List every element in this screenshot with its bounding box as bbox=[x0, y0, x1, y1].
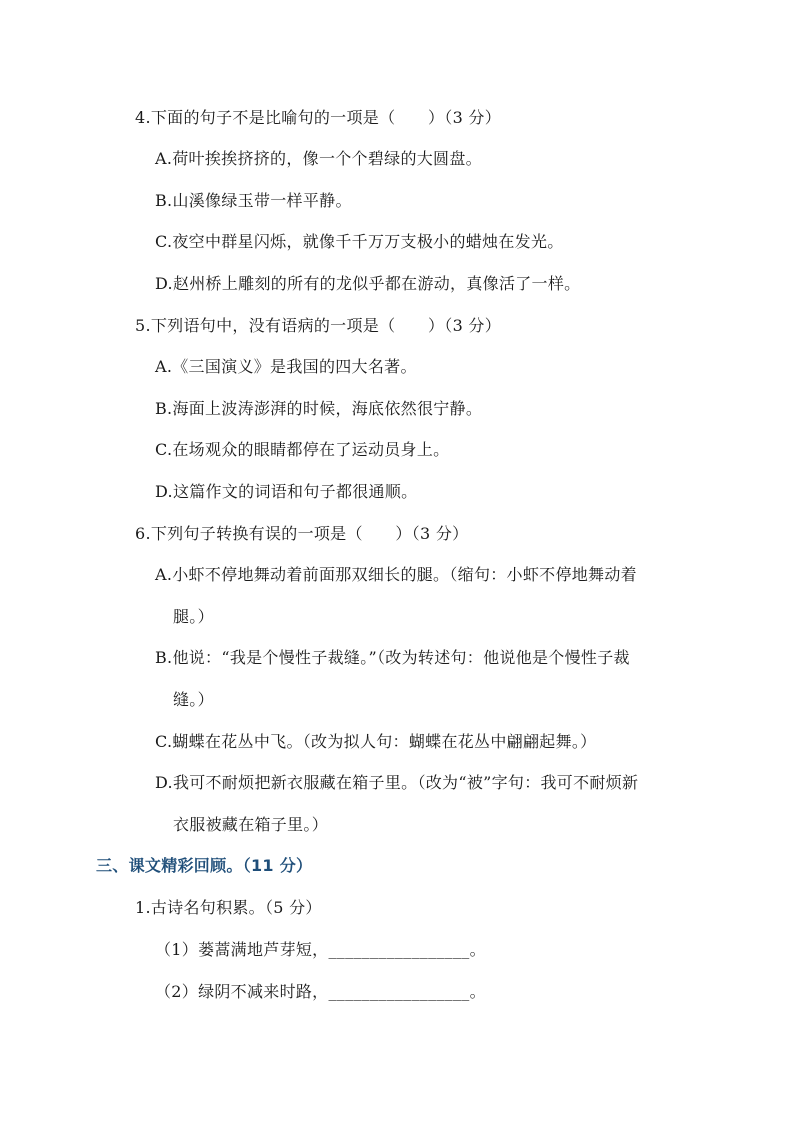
question-6-option-b-continued: 缝。） bbox=[173, 690, 214, 709]
question-4-option-c: C.夜空中群星闪烁，就像千千万万支极小的蜡烛在发光。 bbox=[155, 232, 564, 251]
question-6-option-c: C.蝴蝶在花丛中飞。（改为拟人句：蝴蝶在花丛中翩翩起舞。） bbox=[155, 732, 597, 751]
question-5-option-c: C.在场观众的眼睛都停在了运动员身上。 bbox=[155, 440, 450, 459]
question-6-option-a: A.小虾不停地舞动着前面那双细长的腿。（缩句：小虾不停地舞动着 bbox=[155, 565, 637, 584]
question-5-option-d: D.这篇作文的词语和句子都很通顺。 bbox=[155, 482, 418, 501]
question-6-option-b: B.他说：“我是个慢性子裁缝。”（改为转述句：他说他是个慢性子裁 bbox=[155, 648, 630, 667]
question-4-option-b: B.山溪像绿玉带一样平静。 bbox=[155, 191, 352, 210]
question-4-stem: 4.下面的句子不是比喻句的一项是（ ）（3 分） bbox=[135, 108, 502, 127]
section-3-item-1: 1.古诗名句积累。（5 分） bbox=[135, 898, 322, 917]
fill-blank-1: （1）蒌蒿满地芦芽短，_________________。 bbox=[155, 940, 486, 959]
question-6-option-d: D.我可不耐烦把新衣服藏在箱子里。（改为“被”字句：我可不耐烦新 bbox=[155, 773, 639, 792]
question-6-stem: 6.下列句子转换有误的一项是（ ）（3 分） bbox=[135, 524, 469, 543]
question-5-option-b: B.海面上波涛澎湃的时候，海底依然很宁静。 bbox=[155, 399, 483, 418]
question-5-option-a: A.《三国演义》是我国的四大名著。 bbox=[155, 357, 417, 376]
fill-blank-2: （2）绿阴不减来时路，_________________。 bbox=[155, 982, 486, 1001]
question-5-stem: 5.下列语句中，没有语病的一项是（ ）（3 分） bbox=[135, 316, 502, 335]
question-6-option-a-continued: 腿。） bbox=[173, 607, 214, 626]
question-4-option-d: D.赵州桥上雕刻的所有的龙似乎都在游动，真像活了一样。 bbox=[155, 274, 581, 293]
question-6-option-d-continued: 衣服被藏在箱子里。） bbox=[173, 815, 329, 834]
section-3-heading: 三、课文精彩回顾。（11 分） bbox=[96, 856, 313, 875]
question-4-option-a: A.荷叶挨挨挤挤的，像一个个碧绿的大圆盘。 bbox=[155, 149, 482, 168]
